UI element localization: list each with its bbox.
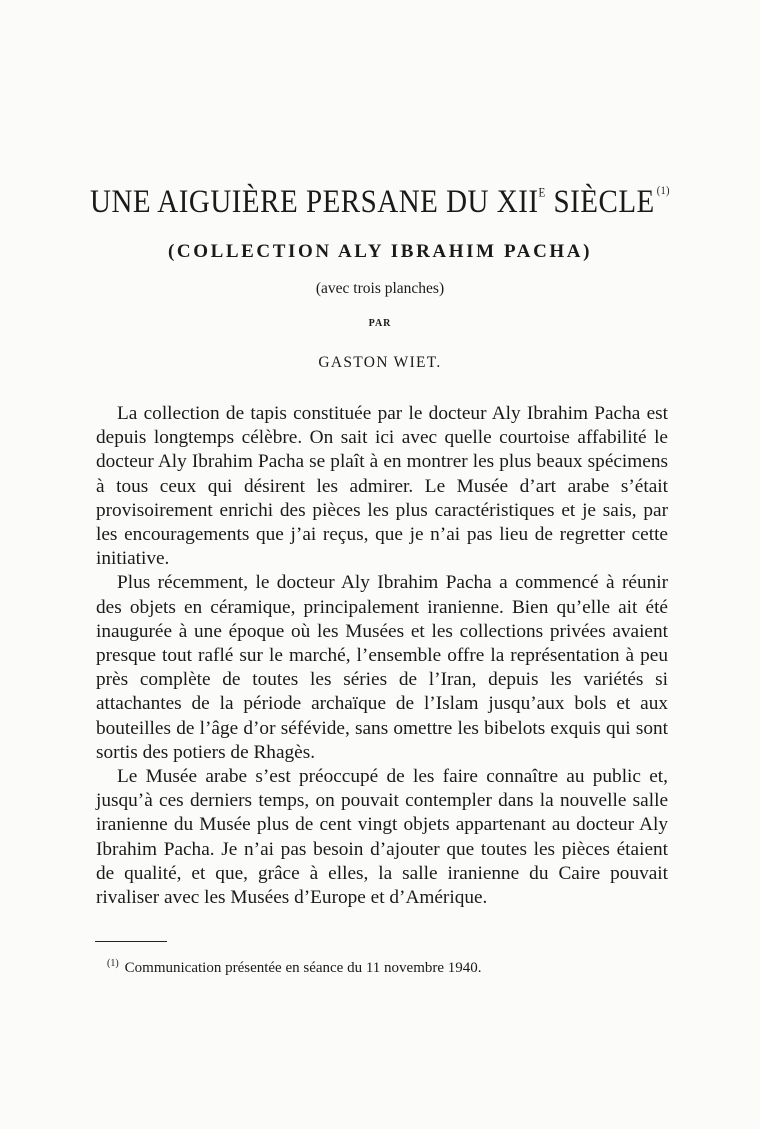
title-footnote-ref[interactable]: (1)	[656, 185, 670, 198]
article-title	[0, 184, 760, 221]
title-superscript: E	[538, 186, 546, 200]
paragraph: La collection de tapis constituée par le docteur Aly Ibrahim Pacha est depuis longtemps célèbre. On sait ici avec quelle courtoise affabilité le docteur Aly Ibrahim Pacha se plaît à en montrer les plus beaux spécimens à tous ceux qui désirent les admirer. Le Musée d’art arabe s’était provisoirement enrichi des pièces les plus caractéristiques et je sais, par les encouragements que j’ai reçus, que je n’ai pas lieu de regretter cette initiative.	[96, 403, 668, 570]
article-subtitle: (COLLECTION ALY IBRAHIM PACHA)	[167, 241, 593, 262]
paragraph: Le Musée arabe s’est préoccupé de les faire connaître au public et, jusqu’à ces derniers temps, on pouvait contempler dans la nouvelle salle iranienne du Musée plus de cent vingt objets appartenant au docteur Aly Ibrahim Pacha. Je n’ai pas besoin d’ajouter que toutes les pièces étaient de qualité, et que, grâce à elles, la salle iranienne du Caire pouvait rivaliser avec les Musées d’Europe et d’Amérique.	[96, 766, 668, 909]
author-name: GASTON WIET.	[318, 354, 442, 371]
footnote-text: Communication présentée en séance du 11 novembre 1940.	[124, 960, 482, 976]
title-main: UNE AIGUIÈRE PERSANE DU XII	[90, 184, 539, 220]
footnote	[107, 958, 482, 977]
footnote-divider	[95, 941, 167, 942]
article-body	[96, 402, 668, 910]
by-label: PAR	[368, 318, 392, 329]
title-after: SIÈCLE	[545, 184, 655, 220]
paragraph: Plus récemment, le docteur Aly Ibrahim Pacha a commencé à réunir des objets en céramique, principalement iranienne. Bien qu’elle ait été inaugurée à une époque où les Musées et les collections privées avaient presque tout raflé sur le marché, l’ensemble offre la représentation à peu près complète de toutes les séries de l’Iran, depuis les variétés si attachantes de la période archaïque de l’Islam jusqu’aux bols et aux bouteilles de l’âge d’or séfévide, sans omettre les bibelots exquis qui sont sortis des potiers de Rhagès.	[96, 572, 668, 763]
footnote-marker: (1)	[107, 958, 119, 969]
plates-note: (avec trois planches)	[315, 280, 445, 297]
